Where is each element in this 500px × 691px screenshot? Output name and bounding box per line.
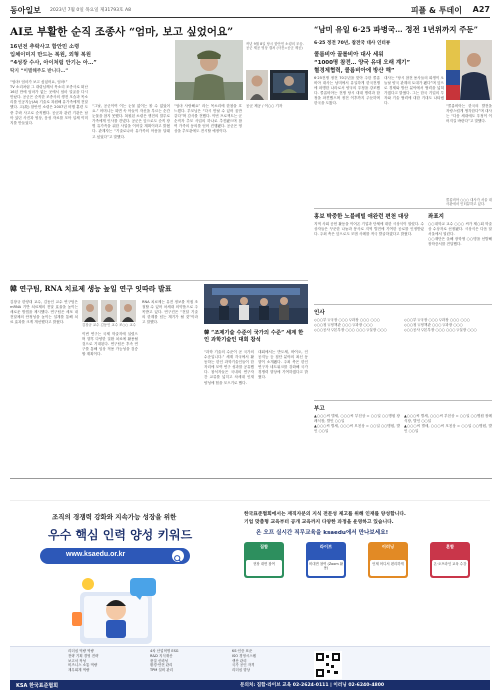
article1-deck3: “4성장 수사, 아이처럼 안기는 아…” (10, 60, 97, 66)
sidebar-title-awards: 좌표지 (428, 214, 444, 220)
ad-footer (10, 680, 490, 690)
ad-qr-code[interactable] (314, 651, 344, 679)
divider (314, 208, 492, 209)
ambassador-photo (446, 40, 492, 100)
article3-deck: 콜롬비아 꿀롤비아 대사 세워 (314, 52, 384, 58)
ad-course-list-3: KS·인증 표준 ISO 경영시스템 생산 관리 국가 공인 자격 리더십 향상 (232, 649, 257, 673)
article1-headline: AI로 부활한 순직 조종사 “엄마, 보고 싶었어요” (10, 26, 234, 38)
ksa-advertisement[interactable] (0, 496, 500, 691)
article1-caption: 작년 9월 8일 당시 함안민 소령의 모습. 공군 제공 영상 캡처 (사진=공군 제공) (246, 42, 304, 51)
article3-body3: “콜롬비아는 한국의 발전을 자랑스럽게 생각한다”며 대사는 “다음 세대에도 우정이 이어지길 바란다”고 말했다. (446, 104, 494, 124)
search-icon (172, 550, 184, 562)
sidebar-body-awards: ○○대학교 교수 ○○○ 씨가 제○회 학술상 수상자로 선정됐다. 시상식은 다음 달 서울에서 열린다. ○○재단은 올해 장학생 ○○명을 선발해 장학증서를 전달했다. (428, 222, 492, 247)
ad-option-live[interactable] (306, 542, 346, 578)
article2-body2: 이번 연구는 국제 학술지에 실렸으며 향후 다양한 질환 치료에 활용될 것으로 기대된다. 연구팀은 후속 연구를 통해 임상 적용 가능성을 검증할 계획이다. (82, 332, 140, 357)
article3-body2: 대사는 “당시 참전 용사들의 희생이 오늘날 양국 관계의 토대가 됐다”며 앞으로 경제와 방산 분야에서 협력을 넓혀 가겠다고 밝혔다. 그는 한국 기업의 투자와 기술 협력에 대한 기대도 나타냈다. (384, 76, 446, 106)
ad-intro-line3: 온 오프 실시간 직무교육을 ksaedu에서 만나보세요! (256, 530, 389, 536)
article3-headline: “남미 유일 6·25 파병국… 정전 1년위까지 주둔” (314, 25, 478, 34)
sidebar-title-personnel: 인사 (314, 310, 325, 316)
ad-option-elearning-title: 이러닝 (381, 544, 395, 549)
ad-option-offline-desc: 현장 대면 참여 (246, 560, 282, 576)
article2-body3: RNA 치료제는 유전 정보를 직접 조절할 수 있어 차세대 의약품으로 주목받고 있다. 연구진은 “전달 기술의 한계를 넘는 계기가 될 것”이라고 말했다. (142, 300, 198, 325)
ad-option-live-title: 라이브 (319, 544, 333, 549)
article1-deck2: 입체이미지 만드는 복원, 외형 복원 (10, 52, 92, 58)
sidebar-body-personnel-2: ◇○○부 ▽국장 ○○○ ▽과장 ○○○ ○○○ ◇○○청 ▽정책관 ○○○ ▽과장 ○○○ ◇○○공사 ▽본부장 ○○○ ○○○ ▽실장 ○○○ (404, 318, 477, 333)
article1-body1: “엄마! 엄마가 보고 싶었어요, 엄마!” TV 소리처럼 그 대령님께서 목소리 조종사로 떠난 16년 만에 엄마가 없는 곳에서 엄마 얼굴을 다시 만났다. 공군은 순직한 조종사의 생전 모습과 목소리를 인공지능(AI) 기술로 복원해 유가족에게 전달했다. 고(故) 함안민 소령은 2007년 비행 훈련 도중 추락 사고로 순직했다. 공군과 관련 기관은 남아 있던 사진과 영상, 음성 자료를 모아 입체 이미지를 만들었다. (10, 80, 88, 125)
ad-option-blended-desc: 온·오프라인 교육 수강 (432, 560, 468, 576)
page-number: A27 (472, 5, 490, 14)
ad-course-list-2: 4차 산업혁명 ESG R&D 지식재산 품질 신뢰성 환경·안전 관리 TPM 설비 관리 (150, 649, 179, 673)
ad-headline1: 조직의 경쟁력 강화와 지속가능 성장을 위한 (52, 513, 177, 521)
divider (314, 304, 492, 305)
ad-divider (10, 478, 492, 479)
ad-intro-line1: 한국표준협회에서는 재직자분의 지식 전문성 제고를 위해 인재를 양성합니다. (244, 512, 406, 517)
section-title: 피플 & 투데이 (410, 6, 462, 15)
ad-course-list-1: 리더십 역량 역량 전략 기획 경영 전략 보고서 작성 비즈니스 소통 역량 재무회계 역량 (68, 649, 99, 673)
article5-body: “과학 기술의 수준이 곧 국가의 수준입니다.” 세계 각국에서 활동하는 한인 과학기술인들이 한자리에 모여 연구 성과를 공유했다. 참석자들은 국내외 연구자 간 교류를 넓히고 차세대 인재 양성에 힘을 모으기로 했다. (204, 350, 256, 385)
article3-body1: 6·25전쟁 정전 70주년을 맞아 주한 콜롬비아 대사는 남미에서 유일하게 한국전쟁에 파병한 나라로서 양국의 우정을 강조했다. 콜롬비아는 전쟁 당시 대대 병력과 함정을 파견했으며 정전 이후까지 주둔하며 한국을 도왔다. (314, 76, 382, 106)
conference-photo (204, 284, 308, 324)
ad-option-offline[interactable] (244, 542, 284, 578)
sidebar-body-obituary-2: ▲○○○씨 별세, ○○○씨 부친상 = ○○일 ○○병원 장례식장, 발인 ○○일 ▲○○○씨 별세, ○○○씨 모친상 = ○○일 ○○병원, 발인 ○○일 (404, 414, 492, 434)
masthead (10, 4, 490, 18)
article3-sub: 6·25 정전 70년, 참전국 대사 인터뷰 (314, 41, 391, 46)
ad-option-blended-title: 혼합 (445, 544, 455, 549)
ad-brand: KSA 한국표준협회 (16, 682, 59, 689)
article1-byline: 공군 제공 / 이○○ 기자 (246, 104, 283, 108)
ad-option-elearning-desc: 언제 어디서 편리하게 (370, 560, 406, 576)
ad-option-elearning[interactable] (368, 542, 408, 578)
article2-body1: 김창규 한양대 교수, 김동인 교수 연구팀은 mRNA 기반 치료제의 전달 효율을 높이는 새로운 방법을 제시했다. 연구팀은 세포 내 전달체의 안정성을 높이는 설계를 통해 치료 효과를 크게 개선했다고 밝혔다. (10, 300, 80, 325)
ad-right-panel (244, 510, 492, 660)
ad-headline2: 우수 핵심 인력 양성 키워드 (48, 528, 193, 542)
article1-quote: 딱지 “이별해주도 받니다…” (10, 69, 69, 74)
article4-body: 지역 사회 공헌 활동을 이어온 기업과 단체에 대한 시상식이 열렸다. 수상자들은 꾸준한 나눔과 봉사로 지역 발전에 기여한 공로를 인정받았다. 주최 측은 앞으로도 모범 사례를 적극 발굴하겠다고 밝혔다. (314, 222, 424, 237)
researchers-names: 김창규 교수 김동인 교수 조○○ 교수 (82, 323, 136, 327)
article1-body3: “엄마 사랑해요” 라는 목소리에 한참을 흐느꼈다. 부모님은 “다시 만날 수 있어 꿈만 같다”며 감사를 전했다. 이번 프로젝트는 군 순직자 추모 사업의 하나로 추진됐으며 참여 가족의 동의를 얻어 진행됐다. 공군은 영상을 추모관에도 전시할 예정이다. (174, 104, 244, 134)
article4-headline: 홍보 박중한 노블레빌 애완런 편천 대상 (314, 214, 409, 220)
article1-body2: “그날, 공군이여 이는 눈물 없이는 볼 수 없었어요.” 어머니는 화면 속 아들이 자신을 부르는 순간 눈물을 참지 못했다. 복원된 소령은 생전의 말투로 가족에게 인사를 건넸다. 공군은 앞으로도 순직 장병 유가족을 위한 사업을 이어갈 계획이라고 밝혔다. 관계자는 “기술로나마 유가족의 아픔을 달래고 싶었다”고 말했다. (92, 104, 172, 139)
mother-photo (246, 70, 268, 100)
sidebar-body-personnel: ◇○○부 ▽국장 ○○○ ▽과장 ○○○ ○○○ ◇○○청 ▽정책관 ○○○ ▽과장 ○○○ ◇○○공사 ▽본부장 ○○○ ○○○ ▽실장 ○○○ (314, 318, 387, 333)
divider (314, 400, 492, 401)
ad-option-blended[interactable] (430, 542, 470, 578)
newspaper-logo: 동아일보 (10, 5, 41, 15)
ad-url[interactable]: www.ksaedu.or.kr (66, 551, 126, 558)
ad-contact: 문의처: 집합·라이브 교육 02-2624-0111 | 이러닝 02-6240-4800 (240, 683, 385, 688)
issue-date: 2023년 7월 0일 목요일 제31793호 A8 (50, 8, 132, 13)
ai-screen-photo (270, 70, 308, 100)
pilot-photo (175, 40, 243, 100)
ad-option-live-desc: 비대면 참여 (Zoom 활용) (308, 560, 344, 576)
article2-headline: 韓 연구팀, RNA 치료제 생능 높일 연구 잇따라 발표 (10, 284, 172, 293)
article3-deck3: 혈경제협력, 콜롬비아에 방산 해” (314, 68, 395, 74)
ad-option-offline-title: 집합 (259, 544, 269, 549)
researchers-photos (82, 300, 136, 322)
article1-deck1: 16년전 추락사고 함안민 소령 (10, 44, 80, 50)
article5-body2: 대회에서는 반도체, 바이오, 인공지능 등 첨단 분야의 최신 동향이 소개됐다. 주최 측은 한인 연구자 네트워크를 강화해 국가 경쟁력 향상에 기여하겠다고 밝혔다. (258, 350, 310, 380)
article3-caption: 콜롬비아 ○○○ 대사가 서울 대사관에서 인터뷰하고 있다. (446, 198, 492, 207)
sidebar-title-obituary: 부고 (314, 406, 325, 412)
article3-deck2: “1000명 참전… 양국 유대 오래 계기” (314, 60, 411, 66)
ad-intro-line2: 기업 맞춤형 교육부터 공개 교육까지 다양한 과정을 운영하고 있습니다. (244, 520, 394, 525)
ad-url-bar[interactable] (40, 548, 190, 564)
article5-headline: 韓 “조제기술 수준이 국가의 수준” 세계 한인 과학기술인 대회 참석 (204, 330, 304, 343)
divider (10, 280, 308, 281)
sidebar-body-obituary: ▲○○○씨 별세, ○○○씨 부친상 = ○○일 ○○병원 장례식장, 발인 ○○일 ▲○○○씨 별세, ○○○씨 모친상 = ○○일 ○○병원, 발인 ○○일 (314, 414, 400, 434)
